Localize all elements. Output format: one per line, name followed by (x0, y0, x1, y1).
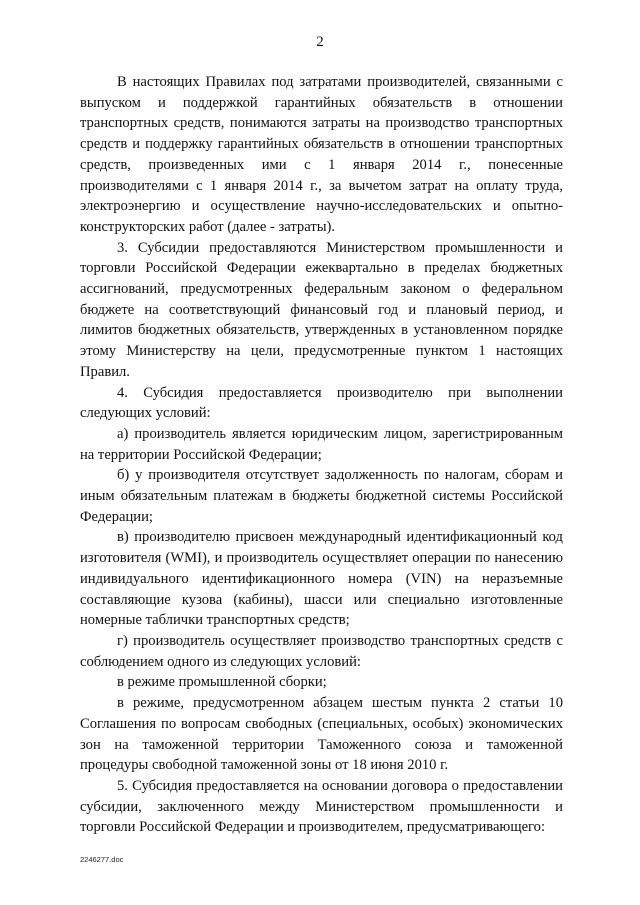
paragraph-4-conditions: 4. Субсидия предоставляется производителю при выполнении следующих условий: (80, 384, 563, 422)
paragraph-4g: г) производитель осуществляет производство транспортных средств с соблюдением одного из следующих условий: (80, 632, 563, 670)
paragraph-5-agreement: 5. Субсидия предоставляется на основании договора о предоставлении субсидии, заключенного между Министерством промышленности и торговли Российской Федерации и производителем, предусматривающего: (80, 777, 563, 836)
paragraph-4b: б) у производителя отсутствует задолженность по налогам, сборам и иным обязательным платежам в бюджеты бюджетной системы Российской Федерации; (80, 467, 563, 525)
paragraph-costs-definition: В настоящих Правилах под затратами производителей, связанными с выпуском и поддержкой гарантийных обязательств в отношении транспортных средств, понимаются затраты на производство транспортных средств и поддержку гарантийных обязательств в отношении транспортных средств, произведенных ими с 1 января 2014 г., понесенные производителями с 1 января 2014 г., за вычетом затрат на оплату труда, электроэнергию и осуществление научно-исследовательских и опытно-конструкторских работ (далее - затраты). (80, 74, 563, 235)
paragraph-3-subsidies: 3. Субсидии предоставляются Министерством промышленности и торговли Российской Федерации ежеквартально в пределах бюджетных ассигнований, предусмотренных федеральным законом о федеральном бюджете на соответствующий финансовый год и плановый период, и лимитов бюджетных обязательств, утвержденных в установленном порядке этому Министерству на цели, предусмотренные пунктом 1 настоящих Правил. (80, 239, 563, 380)
page-number: 2 (316, 34, 324, 50)
paragraph-4g-option-1: в режиме промышленной сборки; (117, 674, 327, 691)
footer-filename: 2246277.doc (80, 855, 124, 864)
paragraph-4a: а) производитель является юридическим лицом, зарегистрированным на территории Российской Федерации; (80, 425, 563, 463)
paragraph-4v: в) производителю присвоен международный идентификационный код изготовителя (WMI), и производитель осуществляет операции по нанесению индивидуального идентификационного номера (VIN) на неразъемные составляющие кузова (кабины), шасси или специально изготовленные номерные таблички транспортных средств; (80, 529, 563, 629)
paragraph-4g-option-2: в режиме, предусмотренном абзацем шестым пункта 2 статьи 10 Соглашения по вопросам свободных (специальных, особых) экономических зон на таможенной территории Таможенного союза и таможенной процедуры свободной таможенной зоны от 18 июня 2010 г. (80, 695, 563, 774)
document-body (80, 72, 563, 838)
